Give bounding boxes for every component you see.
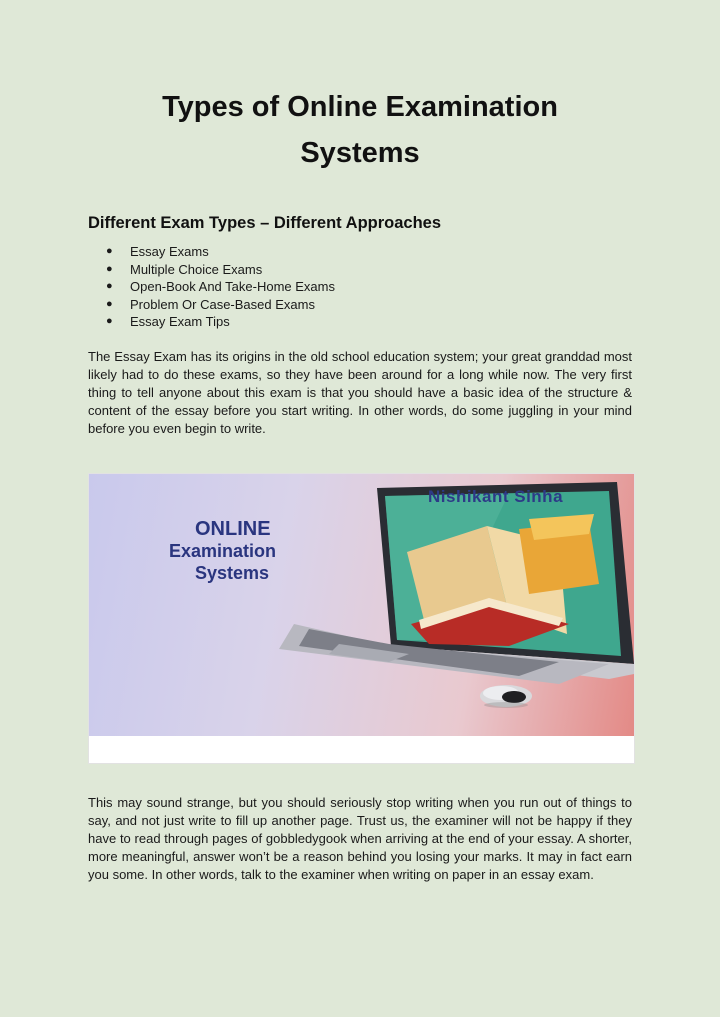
list-item-label: Multiple Choice Exams [130,261,263,277]
bullet-icon: ● [106,297,113,310]
body-paragraph-essay-origins: The Essay Exam has its origins in the old school education system; your great granddad most likely had to do these exams, so they have been around for a long while now. The very first thing to tell anyone about this exam is that you should have a basic idea of the structure & content of the essay before you start writing. In other words, do some juggling in your mind before you even begin to write. [88,349,632,436]
list-item [106,313,335,331]
list-item [106,261,335,279]
list-item-label: Open-Book And Take-Home Exams [130,279,335,295]
list-item-label: Essay Exam Tips [130,314,230,330]
hero-image [88,473,635,764]
computer-mouse-icon [480,685,532,708]
list-item [106,296,335,314]
laptop-illustration [89,474,634,736]
hero-heading-line: Examination [169,541,277,561]
hero-image-art [89,474,634,736]
bullet-icon: ● [106,315,113,328]
hero-heading-line: Systems [195,563,270,583]
list-item [106,243,335,261]
list-item [106,278,335,296]
hero-heading [169,518,319,584]
body-paragraph-essay-tips: This may sound strange, but you should seriously stop writing when you run out of things to say, and not just write to fill up another page. Trust us, the examiner will not be happy if they have to read through pages of gobbledygook when arriving at the end of your essay. A shorter, more meaningful, answer won’t be a reason behind you losing your marks. It may in fact earn you some. In other words, talk to the examiner when writing on paper in an essay exam. [88,795,632,882]
page-title: Types of Online Examination Systems [162,91,558,169]
section-heading: Different Exam Types – Different Approaches [88,214,442,232]
bullet-icon: ● [106,245,113,257]
list-item-label: Problem Or Case-Based Exams [130,296,315,312]
hero-heading-line: ONLINE [195,518,271,540]
bullet-icon: ● [106,280,113,293]
hero-author-name: Nishikant Sinha [428,487,564,506]
list-item-label: Essay Exams [130,244,209,259]
exam-types-list [106,243,335,331]
bullet-icon: ● [106,262,113,275]
